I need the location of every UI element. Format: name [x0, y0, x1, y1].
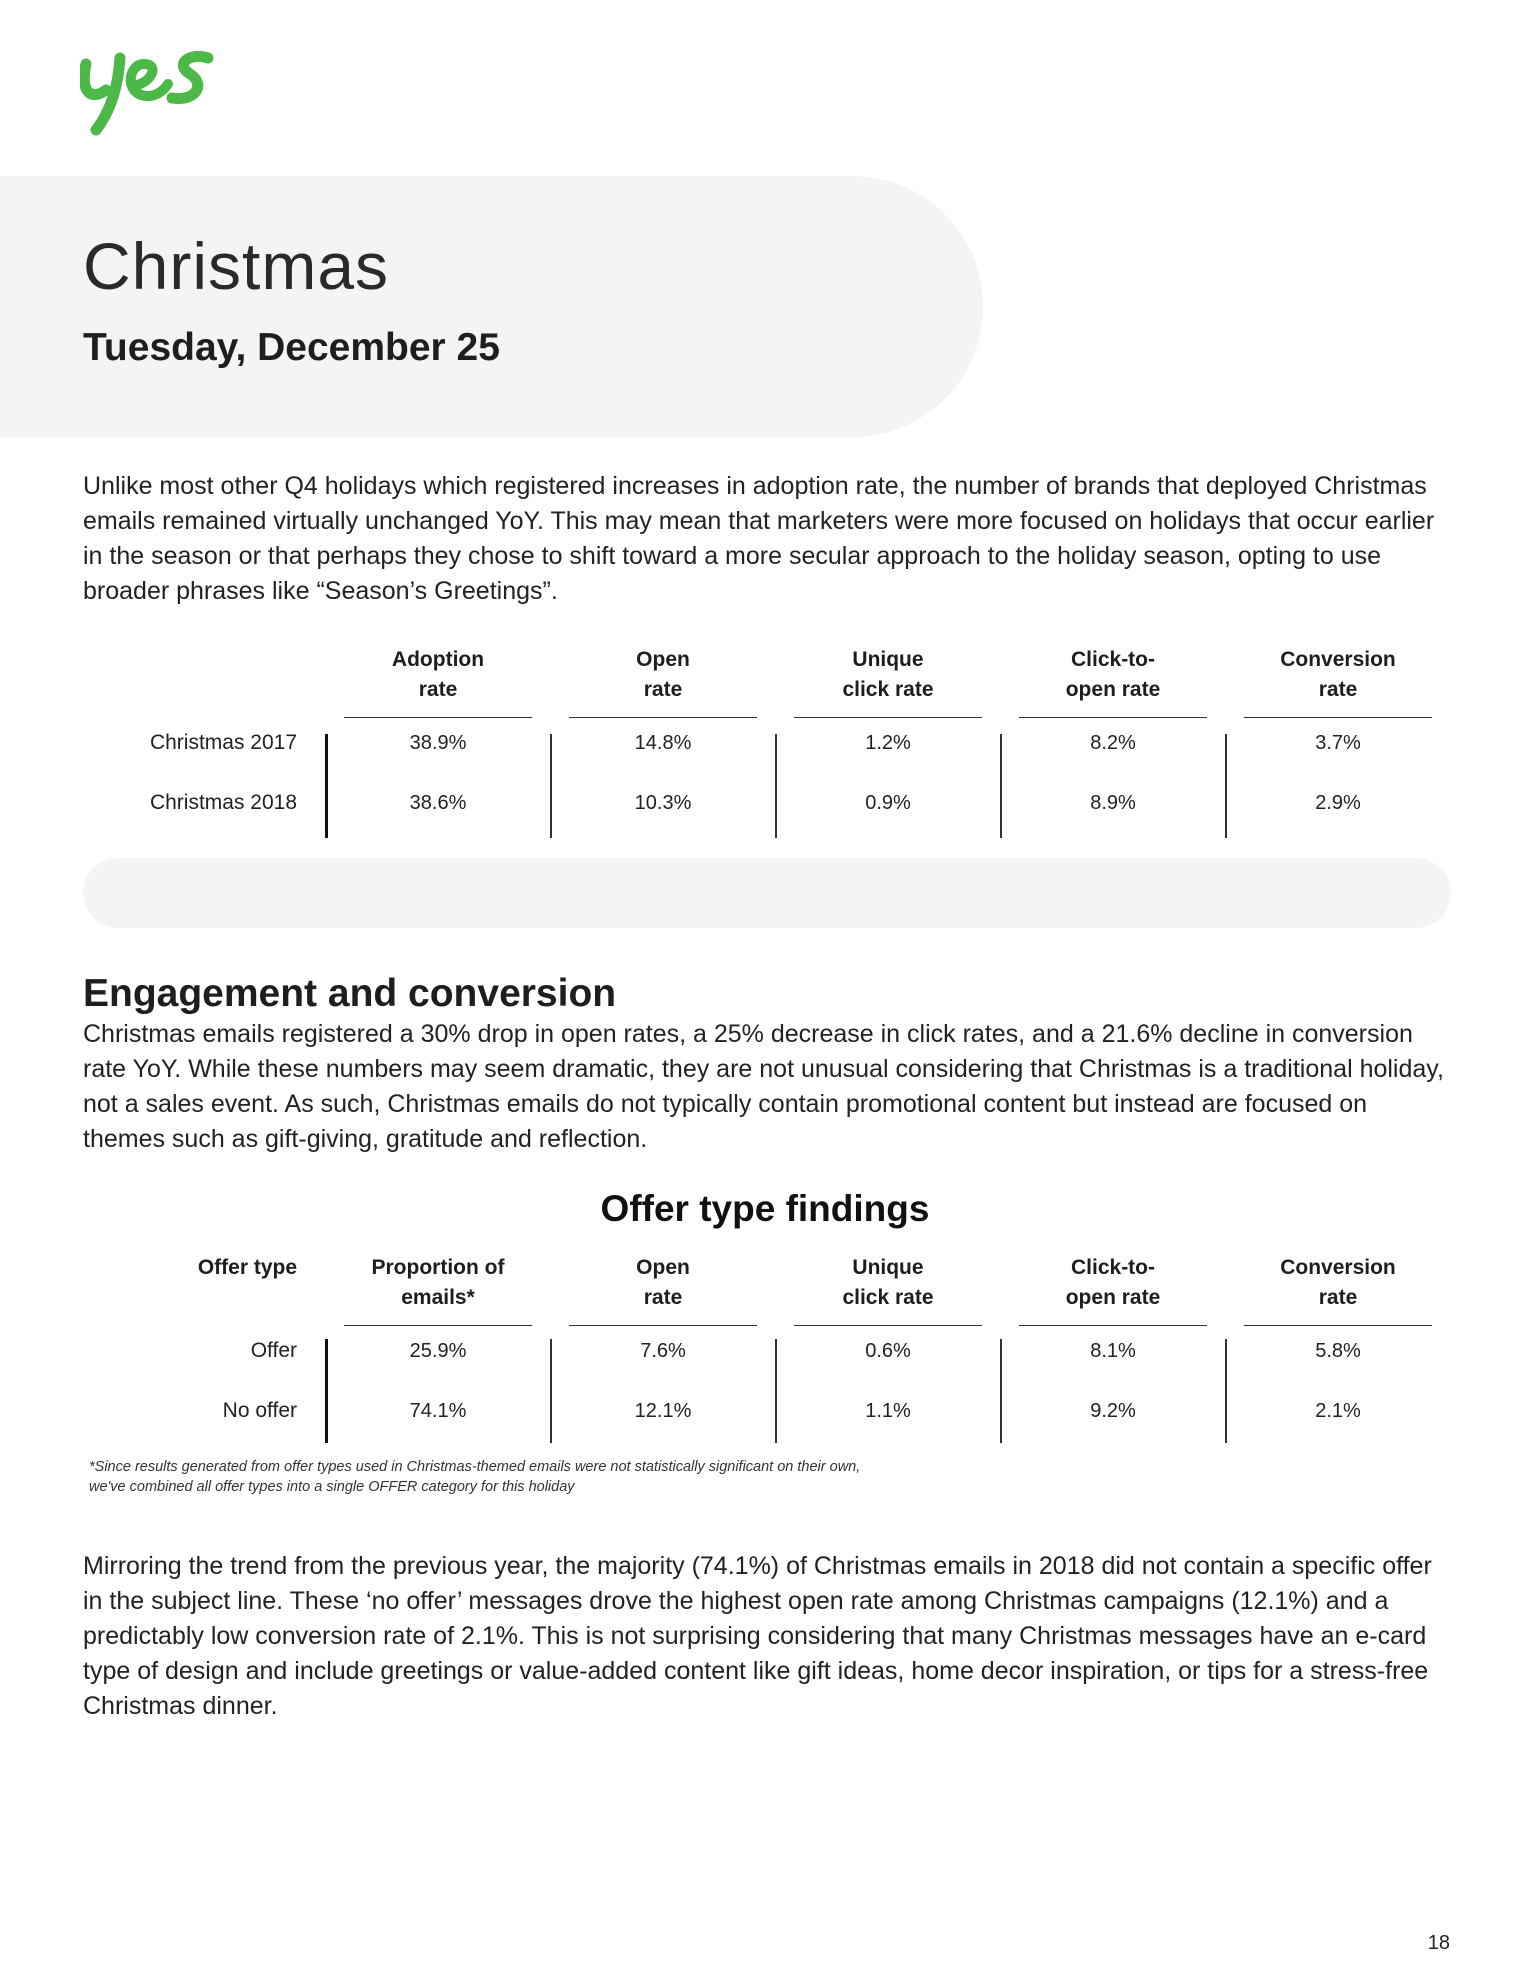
closing-paragraph: Mirroring the trend from the previous year, the majority (74.1%) of Christmas emails in 2018 did not contain a specific offer in the subject line. These ‘no offer’ messages drove the highest open rate among Christmas campaigns (12.1%) and a predictably low conversion rate of 2.1%. This is not surprising considering that many Christmas messages have an e-card type of design and include greetings or value-added content like gift ideas, home decor inspiration, or tips for a stress-free Christmas dinner. [83, 1552, 1432, 1720]
column-divider [1000, 1339, 1002, 1443]
row-header-offer-type: Offer type [197, 1256, 297, 1279]
engagement-heading: Engagement and conversion [83, 972, 617, 1015]
col-header-adoption-rate [344, 645, 532, 718]
hero-panel [0, 176, 983, 437]
col-header-line: Click-to- [1071, 1256, 1155, 1279]
col-header-line: open rate [1065, 678, 1161, 701]
offer-footnote [89, 1457, 1089, 1497]
col-header-line: rate [643, 678, 683, 701]
col-header-line: rate [418, 678, 458, 701]
table-cell: 12.1% [634, 1400, 692, 1422]
row-label: Offer [250, 1339, 297, 1362]
column-divider [1225, 1339, 1227, 1443]
table-cell: 0.6% [865, 1340, 911, 1362]
col-header-line: rate [1318, 1286, 1358, 1309]
table-cell: 1.1% [865, 1400, 911, 1422]
col-header-line: Open [636, 1256, 690, 1279]
table-cell: 3.7% [1315, 732, 1361, 754]
col-header-line: Proportion of [371, 1256, 505, 1279]
decorative-bar [83, 858, 1451, 928]
col-header-line: Adoption [391, 648, 485, 671]
col-header-click-to-open-rate [1019, 1253, 1207, 1326]
engagement-paragraph: Christmas emails registered a 30% drop in open rates, a 25% decrease in click rates, and a 21.6% decline in conversion rate YoY. While these numbers may seem dramatic, they are not unusual considering that Christmas is a traditional holiday, not a sales event. As such, Christmas emails do not typically contain promotional content but instead are focused on themes such as gift-giving, gratitude and reflection. [83, 1020, 1444, 1153]
offer-findings-heading: Offer type findings [600, 1188, 930, 1229]
table-cell: 38.6% [409, 792, 467, 814]
table-cell: 14.8% [634, 732, 692, 754]
yes-logo [80, 50, 215, 140]
col-header-line: rate [643, 1286, 683, 1309]
row-divider [325, 734, 328, 838]
col-header-line: Conversion [1280, 1256, 1396, 1279]
col-header-conversion-rate [1244, 645, 1432, 718]
row-divider [325, 1339, 328, 1443]
table-cell: 5.8% [1315, 1340, 1361, 1362]
table-cell: 8.2% [1090, 732, 1136, 754]
table-cell: 8.1% [1090, 1340, 1136, 1362]
table-cell: 2.1% [1315, 1400, 1361, 1422]
row-label: No offer [222, 1399, 297, 1422]
col-header-open-rate [569, 1253, 757, 1326]
table-cell: 2.9% [1315, 792, 1361, 814]
table-cell: 1.2% [865, 732, 911, 754]
column-divider [775, 1339, 777, 1443]
row-label: Christmas 2018 [149, 791, 297, 814]
col-header-open-rate [569, 645, 757, 718]
table-cell: 74.1% [409, 1400, 467, 1422]
footnote-line: we've combined all offer types into a single OFFER category for this holiday [89, 1479, 575, 1495]
holiday-comparison-table [0, 645, 1530, 845]
row-label: Christmas 2017 [149, 731, 297, 754]
col-header-line: Click-to- [1071, 648, 1155, 671]
table-cell: 38.9% [409, 732, 467, 754]
page-number: 18 [1427, 1932, 1450, 1954]
page-title: Christmas [83, 229, 390, 303]
offer-type-table [0, 1253, 1530, 1448]
intro-paragraph: Unlike most other Q4 holidays which registered increases in adoption rate, the number of brands that deployed Christmas emails remained virtually unchanged YoY. This may mean that marketers were more focused on holidays that occur earlier in the season or that perhaps they chose to shift toward a more secular approach to the holiday season, opting to use broader phrases like “Season’s Greetings”. [83, 472, 1435, 605]
col-header-line: click rate [842, 678, 934, 701]
column-divider [775, 734, 777, 838]
table-cell: 9.2% [1090, 1400, 1136, 1422]
col-header-unique-click-rate [794, 645, 982, 718]
col-header-line: Conversion [1280, 648, 1396, 671]
col-header-conversion-rate [1244, 1253, 1432, 1326]
table-cell: 10.3% [634, 792, 692, 814]
column-divider [1000, 734, 1002, 838]
col-header-click-to-open-rate [1019, 645, 1207, 718]
table-cell: 0.9% [865, 792, 911, 814]
col-header-line: rate [1318, 678, 1358, 701]
col-header-unique-click-rate [794, 1253, 982, 1326]
table-cell: 8.9% [1090, 792, 1136, 814]
table-cell: 7.6% [640, 1340, 686, 1362]
col-header-line: Unique [852, 648, 924, 671]
col-header-proportion-of-emails [344, 1253, 532, 1326]
column-divider [550, 734, 552, 838]
col-header-line: open rate [1065, 1286, 1161, 1309]
table-cell: 25.9% [409, 1340, 467, 1362]
column-divider [1225, 734, 1227, 838]
col-header-line: emails* [401, 1286, 475, 1309]
col-header-line: Unique [852, 1256, 924, 1279]
col-header-line: click rate [842, 1286, 934, 1309]
col-header-line: Open [636, 648, 690, 671]
column-divider [550, 1339, 552, 1443]
holiday-date: Tuesday, December 25 [83, 326, 500, 369]
footnote-line: *Since results generated from offer types used in Christmas-themed emails were not statistically significant on their own, [89, 1459, 861, 1475]
